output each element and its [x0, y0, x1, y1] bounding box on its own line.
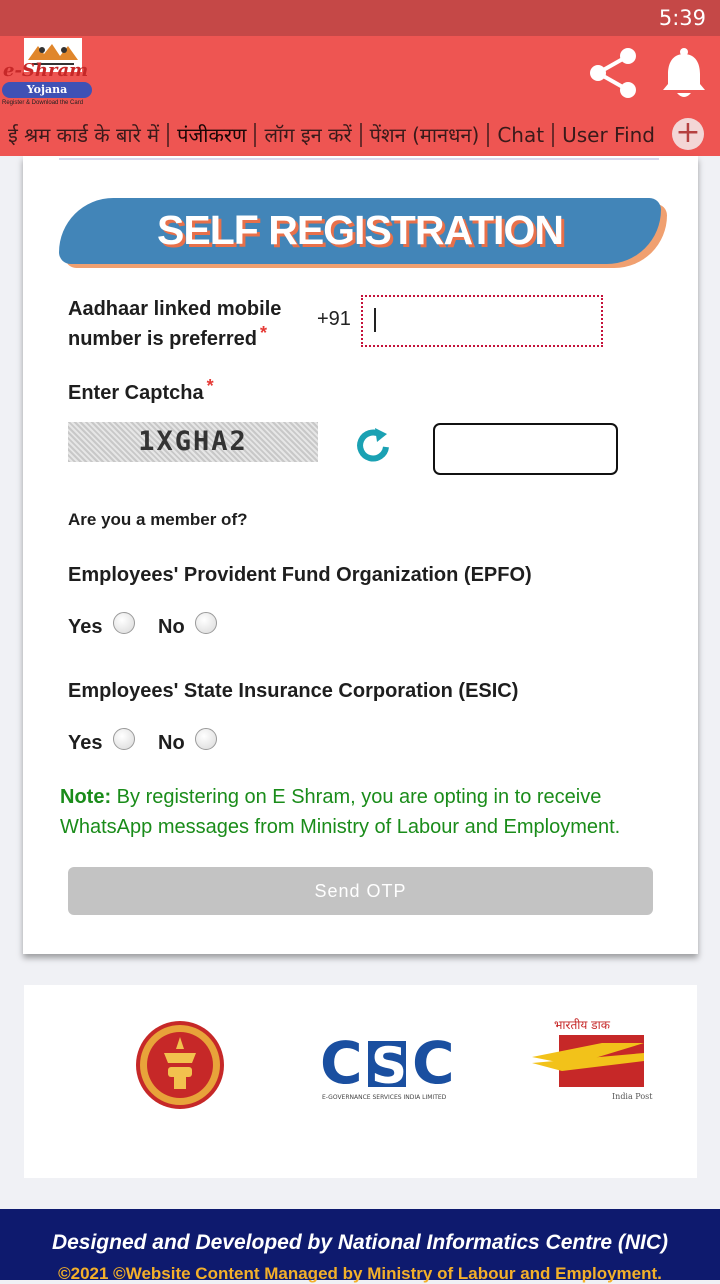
self-registration-banner [59, 198, 661, 264]
logo-title: e-Shram [3, 60, 89, 81]
whatsapp-note [60, 782, 680, 842]
bell-icon[interactable] [660, 46, 708, 102]
captcha-image [68, 422, 318, 462]
captcha-label: Enter Captcha * [68, 376, 214, 404]
svg-text:C: C [412, 1029, 455, 1097]
divider [59, 158, 659, 160]
required-mark: * [206, 376, 214, 396]
send-otp-button[interactable]: Send OTP [68, 867, 653, 915]
esic-logo [134, 1019, 226, 1111]
logo-tagline: Register & Download the Card [2, 100, 84, 106]
epfo-label: Employees' Provident Fund Organization (EPFO) [68, 564, 532, 586]
share-icon[interactable] [586, 46, 640, 100]
add-tab-button[interactable]: + [672, 118, 704, 150]
partner-logos [24, 985, 697, 1178]
tab-registration[interactable]: पंजीकरण [169, 121, 254, 149]
banner-title: SELF REGISTRATION [157, 207, 563, 253]
captcha-input[interactable] [433, 423, 618, 475]
svg-text:भारतीय डाक: भारतीय डाक [554, 1018, 610, 1032]
app-bar [0, 36, 720, 156]
esic-no-radio[interactable] [195, 728, 217, 750]
footer-credit: Designed and Developed by National Informatics Centre (NIC) [51, 1231, 669, 1254]
epfo-yes-radio[interactable] [113, 612, 135, 634]
text-cursor [374, 308, 376, 332]
india-post-logo [532, 1017, 653, 1103]
svg-text:S: S [371, 1037, 408, 1095]
country-code: +91 [317, 308, 351, 330]
svg-text:C: C [320, 1029, 363, 1097]
epfo-no-label: No [158, 616, 185, 638]
svg-text:India Post: India Post [612, 1092, 653, 1101]
tab-user-find[interactable]: User Find [562, 122, 655, 147]
svg-text:E-GOVERNANCE SERVICES INDIA LI: E-GOVERNANCE SERVICES INDIA LIMITED [322, 1094, 447, 1101]
tab-bar [0, 113, 720, 156]
tab-pension[interactable]: पेंशन (मानधन) [369, 122, 480, 147]
tab-chat[interactable]: Chat [497, 122, 545, 147]
esic-label: Employees' State Insurance Corporation (ESIC) [68, 680, 519, 702]
mobile-number-input[interactable] [361, 295, 603, 347]
refresh-captcha-icon[interactable] [353, 426, 393, 466]
esic-yes-label: Yes [68, 732, 103, 754]
note-prefix: Note: [60, 786, 112, 808]
eshram-logo[interactable] [0, 36, 98, 112]
tab-about[interactable]: ई श्रम कार्ड के बारे में [8, 122, 160, 147]
logo-pill: Yojana [2, 82, 92, 98]
required-mark: * [259, 323, 267, 343]
footer [0, 1209, 720, 1283]
registration-card [23, 156, 698, 954]
footer-copyright: ©2021 ©Website Content Managed by Ministry of Labour and Employment. [58, 1264, 662, 1283]
esic-yes-radio[interactable] [113, 728, 135, 750]
esic-no-label: No [158, 732, 185, 754]
captcha-text: 1XGHA2 [138, 426, 248, 457]
member-question: Are you a member of? [68, 510, 248, 529]
tab-login[interactable]: लॉग इन करें [264, 122, 352, 147]
note-text: By registering on E Shram, you are opting in to receive WhatsApp messages from Ministry of Labour and Employment. [60, 786, 621, 838]
mobile-label: Aadhaar linked mobile number is preferred * [68, 298, 282, 350]
epfo-no-radio[interactable] [195, 612, 217, 634]
status-time: 5:39 [658, 6, 706, 30]
status-bar [0, 0, 720, 36]
csc-logo [320, 1029, 470, 1103]
epfo-yes-label: Yes [68, 616, 103, 638]
